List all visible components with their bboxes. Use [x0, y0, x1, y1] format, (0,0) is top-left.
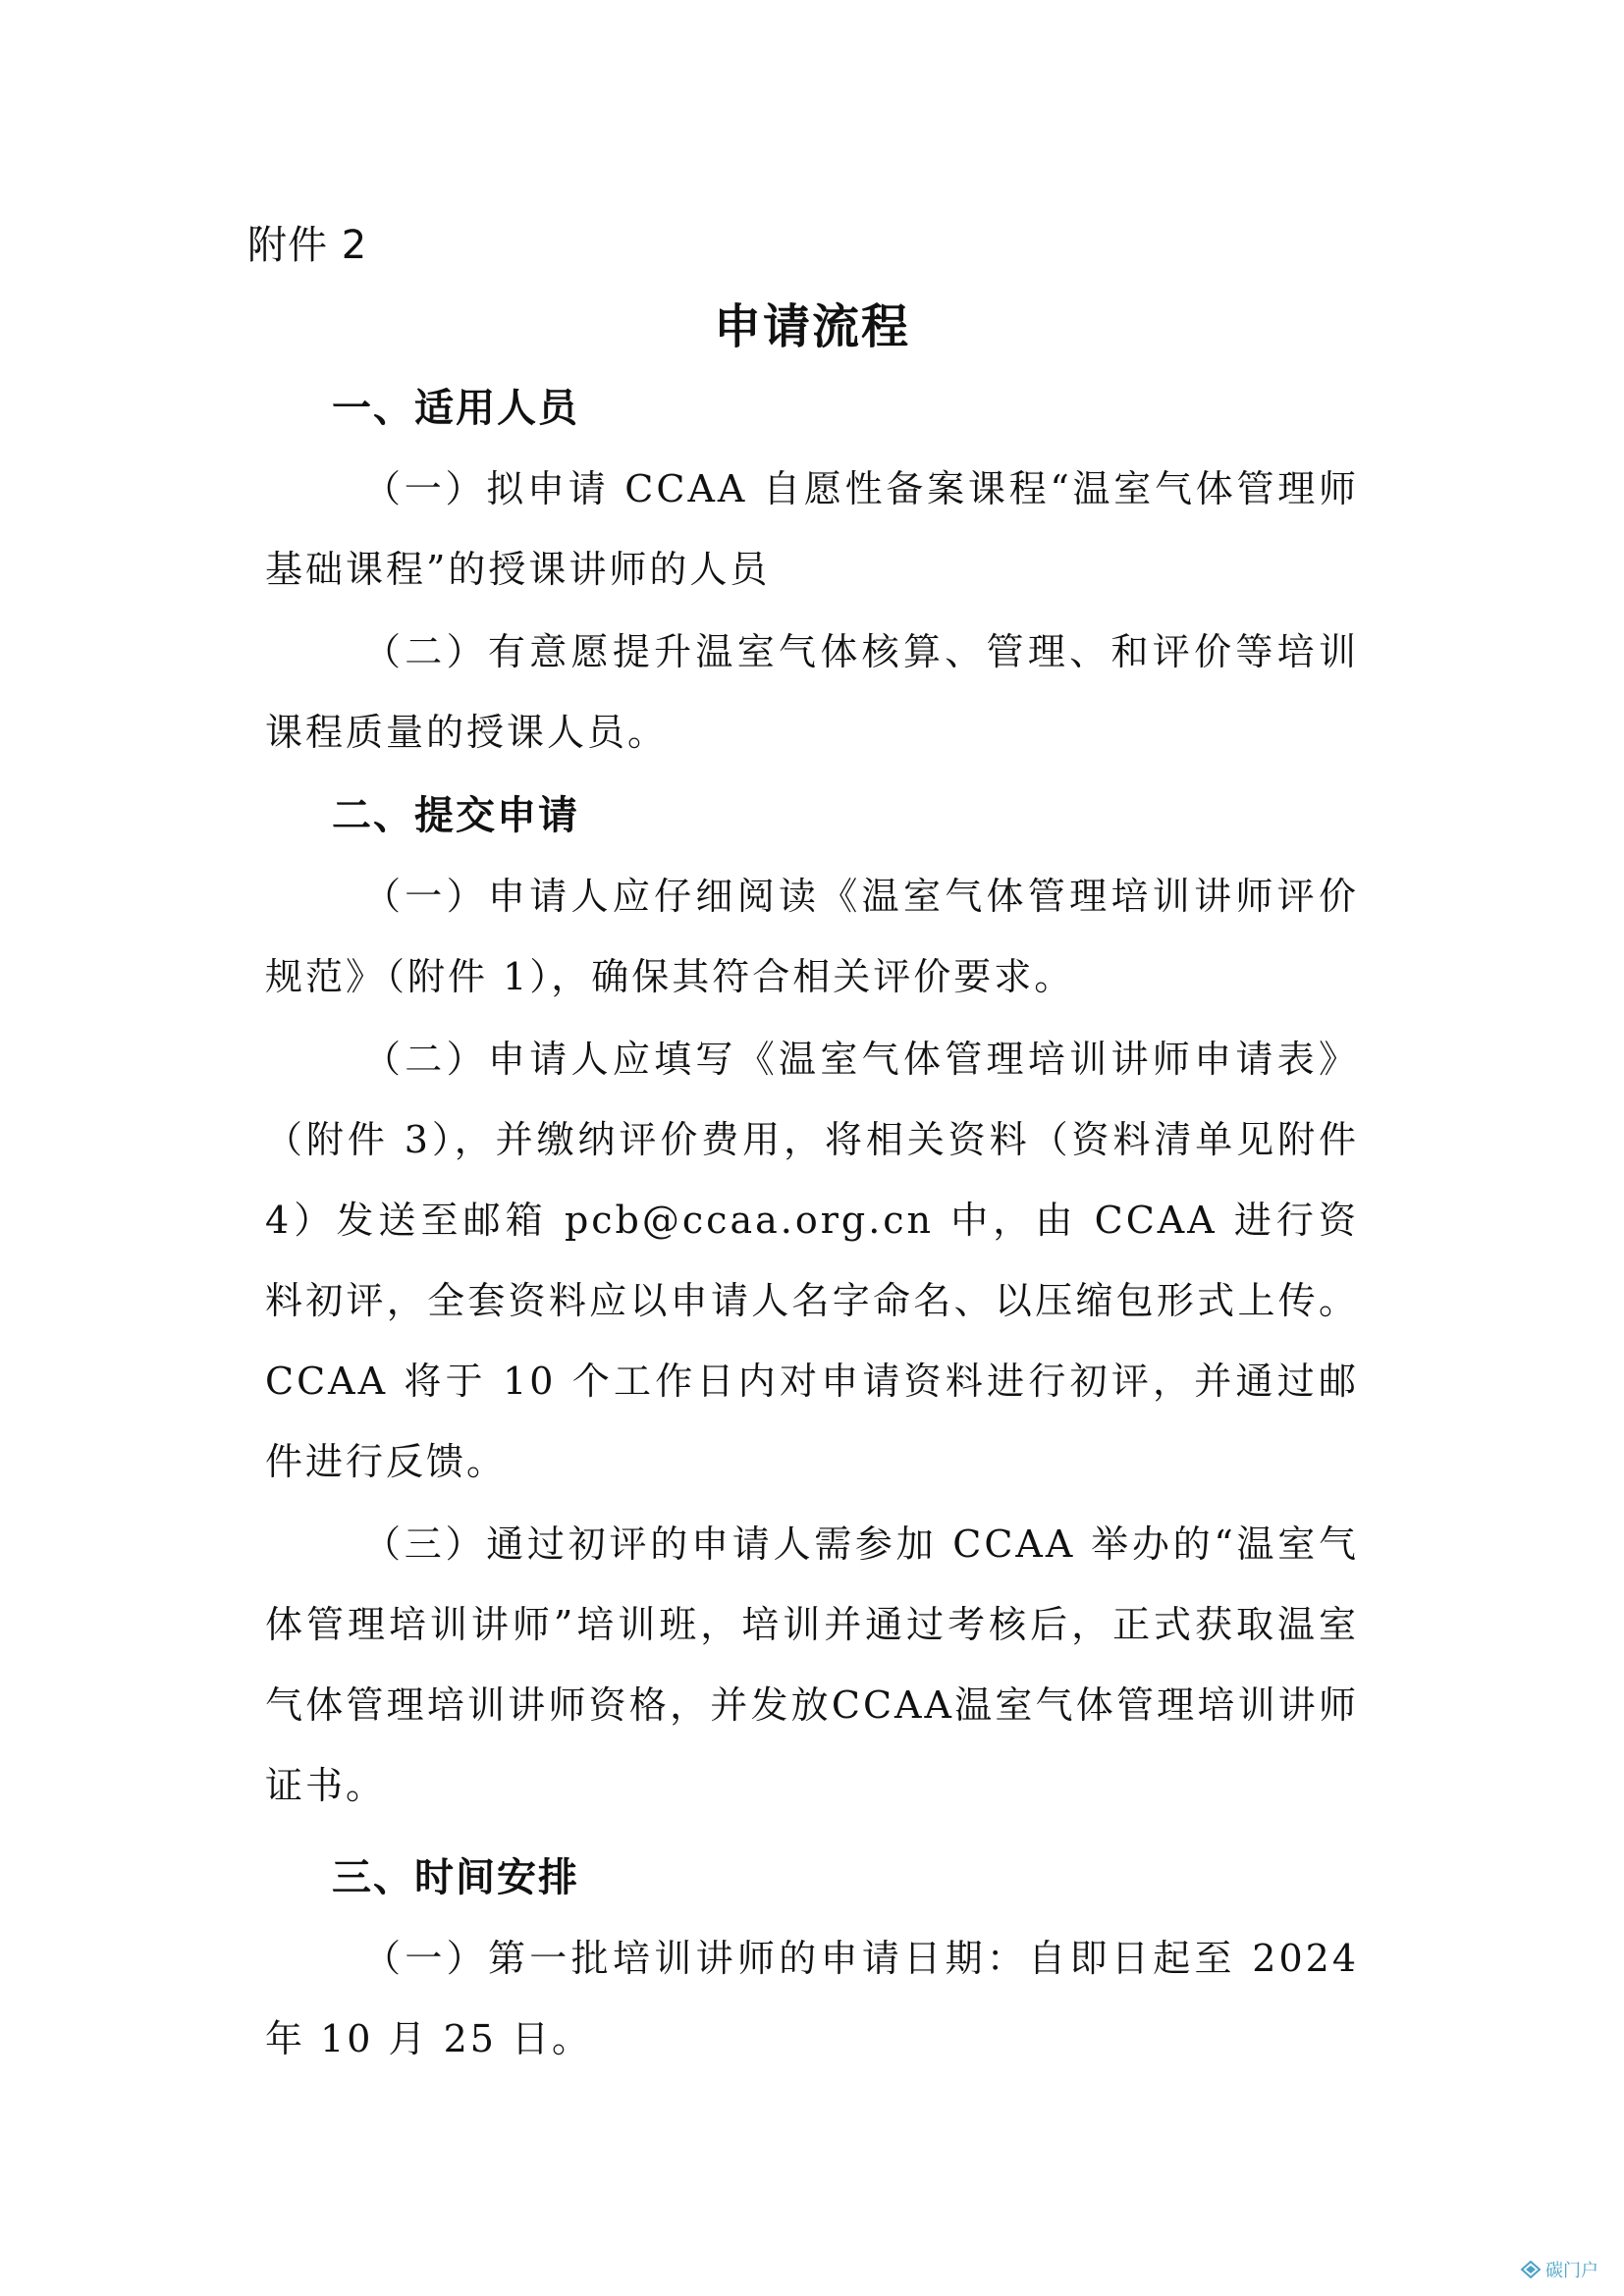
attachment-label: 附件 2 — [247, 223, 368, 268]
paragraph: （二）有意愿提升温室气体核算、管理、和评价等培训课程质量的授课人员。 — [265, 630, 1359, 754]
paragraph: （一）申请人应仔细阅读《温室气体管理培训讲师评价规范》（附件 1），确保其符合相关评价要求。 — [265, 875, 1359, 998]
watermark-text: 碳门户 — [1545, 2261, 1598, 2281]
paragraph: （三）通过初评的申请人需参加 CCAA 举办的“温室气体管理培训讲师”培训班，培训并通过考核后，正式获取温室气体管理培训讲师资格，并发放CCAA温室气体管理培训讲师证书。 — [265, 1522, 1359, 1807]
page-title: 申请流程 — [713, 299, 910, 354]
section-heading: 一、适用人员 — [332, 386, 579, 431]
paragraph: （一）第一批培训讲师的申请日期：自即日起至 2024年 10 月 25 日。 — [265, 1937, 1359, 2060]
paragraph: （二）申请人应填写《温室气体管理培训讲师申请表》（附件 3），并缴纳评价费用，将相关资料（资料清单见附件 4）发送至邮箱 pcb@ccaa.org.cn 中，由 CCAA 进行资料初评，全套资料应以申请人名字命名、以压缩包形式上传。CCAA 将于 10 个工作日内对申请资料进行初评，并通过邮件进行反馈。 — [265, 1038, 1359, 1483]
section-heading: 二、提交申请 — [332, 793, 579, 838]
paragraph: （一）拟申请 CCAA 自愿性备案课程“温室气体管理师基础课程”的授课讲师的人员 — [265, 467, 1359, 591]
watermark — [1520, 2257, 1598, 2282]
section-heading: 三、时间安排 — [332, 1855, 579, 1900]
diamond-logo-icon — [1520, 2261, 1542, 2278]
